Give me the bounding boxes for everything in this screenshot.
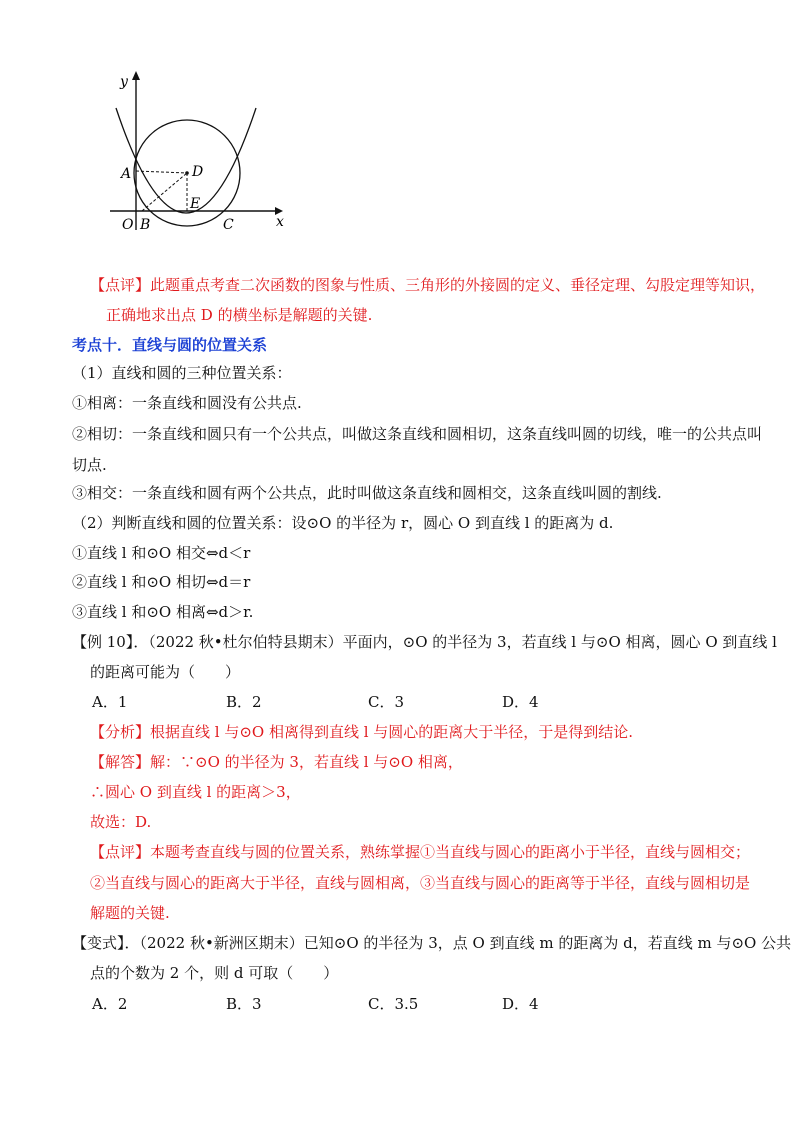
example-10-option-c: C．3 [368, 693, 405, 711]
variant-line-1: 【变式】．（2022 秋•新洲区期末）已知⊙O 的半径为 3，点 O 到直线 m 的距离为 d，若直线 m 与⊙O 公共 [72, 934, 792, 952]
variant-option-c: C．3.5 [368, 995, 419, 1013]
comment-line-1: 【点评】此题重点考查二次函数的图象与性质、三角形的外接圆的定义、垂径定理、勾股定理等知识， [90, 276, 766, 294]
parabola [116, 108, 256, 213]
section-title: 考点十．直线与圆的位置关系 [72, 336, 268, 354]
body-paragraph-1: （1）直线和圆的三种位置关系： [72, 364, 292, 382]
body-paragraph-3a: ②相切：一条直线和圆只有一个公共点，叫做这条直线和圆相切，这条直线叫圆的切线，唯一的公共点叫 [72, 425, 763, 443]
label-B: B [140, 217, 151, 233]
body-paragraph-3b: 切点. [72, 456, 107, 474]
variant-line-2: 点的个数为 2 个，则 d 可取（ ） [90, 964, 339, 982]
example-10-comment-2: ②当直线与圆心的距离大于半径，直线与圆相离，③当直线与圆心的距离等于半径，直线与圆相切是 [90, 874, 751, 892]
label-D: D [192, 164, 204, 180]
label-x: x [276, 214, 284, 230]
example-10-comment-3: 解题的关键. [90, 904, 170, 922]
example-10-option-b: B．2 [226, 693, 262, 711]
body-paragraph-4: ③相交：一条直线和圆有两个公共点，此时叫做这条直线和圆相交，这条直线叫圆的割线. [72, 484, 662, 502]
example-10-comment-1: 【点评】本题考查直线与圆的位置关系，熟练掌握①当直线与圆心的距离小于半径，直线与圆相交； [90, 843, 751, 861]
label-A: A [121, 166, 132, 182]
label-O: O [122, 217, 134, 233]
dashed-BD [142, 173, 187, 211]
label-E: E [190, 196, 201, 212]
geometry-figure [110, 68, 300, 238]
dashed-AD [136, 171, 187, 173]
example-10-answer-3: 故选：D. [90, 813, 152, 831]
example-10-answer-1: 【解答】解：∵⊙O 的半径为 3，若直线 l 与⊙O 相离， [90, 753, 463, 771]
point-D [185, 171, 189, 175]
body-paragraph-6: ①直线 l 和⊙O 相交⇔d＜r [72, 544, 251, 562]
y-axis-arrow [132, 71, 140, 80]
example-10-line-1: 【例 10】．（2022 秋•杜尔伯特县期末）平面内，⊙O 的半径为 3，若直线 l 与⊙O 相离，圆心 O 到直线 l [72, 633, 777, 651]
body-paragraph-5: （2）判断直线和圆的位置关系：设⊙O 的半径为 r，圆心 O 到直线 l 的距离为 d. [72, 514, 614, 532]
example-10-analysis: 【分析】根据直线 l 与⊙O 相离得到直线 l 与圆心的距离大于半径，于是得到结论. [90, 723, 634, 741]
example-10-answer-2: ∴圆心 O 到直线 l 的距离＞3， [90, 783, 301, 801]
example-10-option-a: A．1 [92, 693, 128, 711]
body-paragraph-8: ③直线 l 和⊙O 相离⇔d＞r. [72, 603, 254, 621]
body-paragraph-2: ①相离：一条直线和圆没有公共点. [72, 394, 302, 412]
variant-option-a: A．2 [92, 995, 128, 1013]
variant-option-d: D．4 [502, 995, 539, 1013]
example-10-option-d: D．4 [502, 693, 539, 711]
label-C: C [223, 217, 234, 233]
body-paragraph-7: ②直线 l 和⊙O 相切⇔d＝r [72, 573, 251, 591]
label-y: y [120, 74, 128, 90]
comment-line-2: 正确地求出点 D 的横坐标是解题的关键. [106, 306, 373, 324]
variant-option-b: B．3 [226, 995, 262, 1013]
example-10-line-2: 的距离可能为（ ） [90, 663, 241, 681]
